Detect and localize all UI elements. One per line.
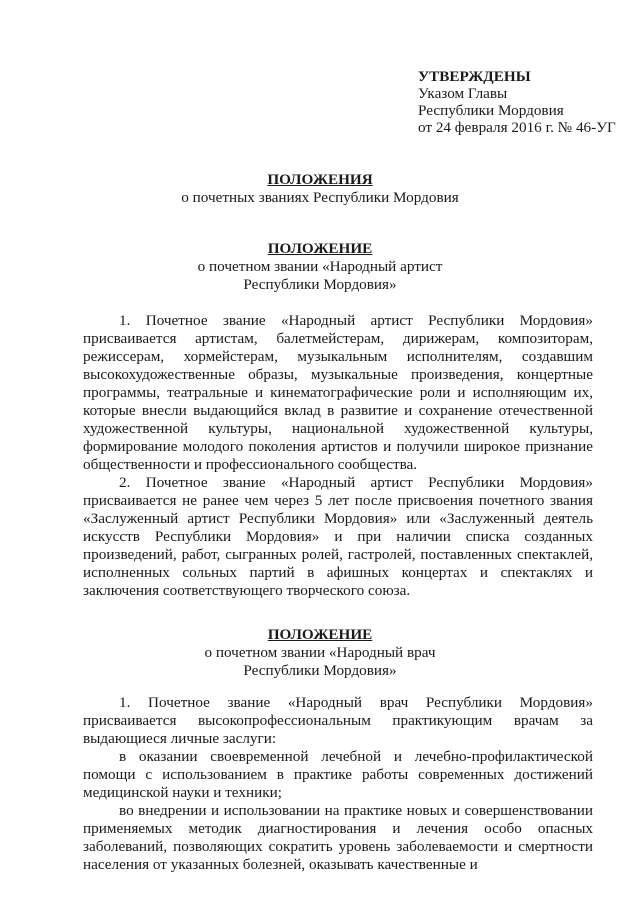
section-1-paragraph-2: 2. Почетное звание «Народный артист Республики Мордовия» присваивается не ранее чем через 5 лет после присвоения почетного звания «Заслуженный артист Республики Мордовия» или «Заслуженный деятель искусств Республики Мордовия» и при наличии списка созданных произведений, работ, сыгранных ролей, гастролей, поставленных спектаклей, исполненных сольных партий в афишных концертах и спектаклях и заключения соответствующего творческого союза. [83,474,593,599]
section-1-title: ПОЛОЖЕНИЕ [267,240,373,257]
approval-line-3: от 24 февраля 2016 г. № 46-УГ [418,119,616,136]
main-heading-subtitle: о почетных званиях Республики Мордовия [181,189,459,206]
section-2-paragraph-1: 1. Почетное звание «Народный врач Республики Мордовия» присваивается высокопрофессиональным практикующим врачам за выдающиеся личные заслуги: [83,694,593,747]
section-2-subtitle-line-1: о почетном звании «Народный врач [204,644,436,661]
approval-title: УТВЕРЖДЕНЫ [418,68,531,85]
section-2-heading [0,626,640,680]
main-heading [0,171,640,207]
section-2-title: ПОЛОЖЕНИЕ [267,626,373,643]
section-1-heading [0,240,640,294]
approval-line-2: Республики Мордовия [418,102,564,119]
section-1-paragraph-1: 1. Почетное звание «Народный артист Республики Мордовия» присваивается артистам, балетмейстерам, дирижерам, композиторам, режиссерам, хормейстерам, музыкальным исполнителям, создавшим высокохудожественные образы, музыкальные произведения, концертные программы, театральные и кинематографические роли и исполняющим их, которые внесли выдающийся вклад в развитие и сохранение отечественной художественной культуры, национальной художественной культуры, формирование молодого поколения артистов и получили широкое признание общественности и профессионального сообщества. [83,312,593,473]
section-2-paragraph-3: во внедрении и использовании на практике новых и совершенствовании применяемых методик диагностирования и лечения особо опасных заболеваний, позволяющих сократить уровень заболеваемости и смертности населения от указанных болезней, оказывать качественные и [83,802,593,873]
main-heading-title: ПОЛОЖЕНИЯ [267,171,373,188]
approval-block [418,68,640,136]
section-2-subtitle-line-2: Республики Мордовия» [243,662,397,679]
approval-line-1: Указом Главы [418,85,508,102]
section-2-paragraph-2: в оказании своевременной лечебной и лечебно-профилактической помощи с использованием в практике работы современных достижений медицинской науки и техники; [83,748,593,801]
section-1-subtitle-line-2: Республики Мордовия» [243,276,397,293]
section-1-body [83,312,593,600]
section-1-subtitle-line-1: о почетном звании «Народный артист [197,258,443,275]
section-2-body [83,694,593,874]
